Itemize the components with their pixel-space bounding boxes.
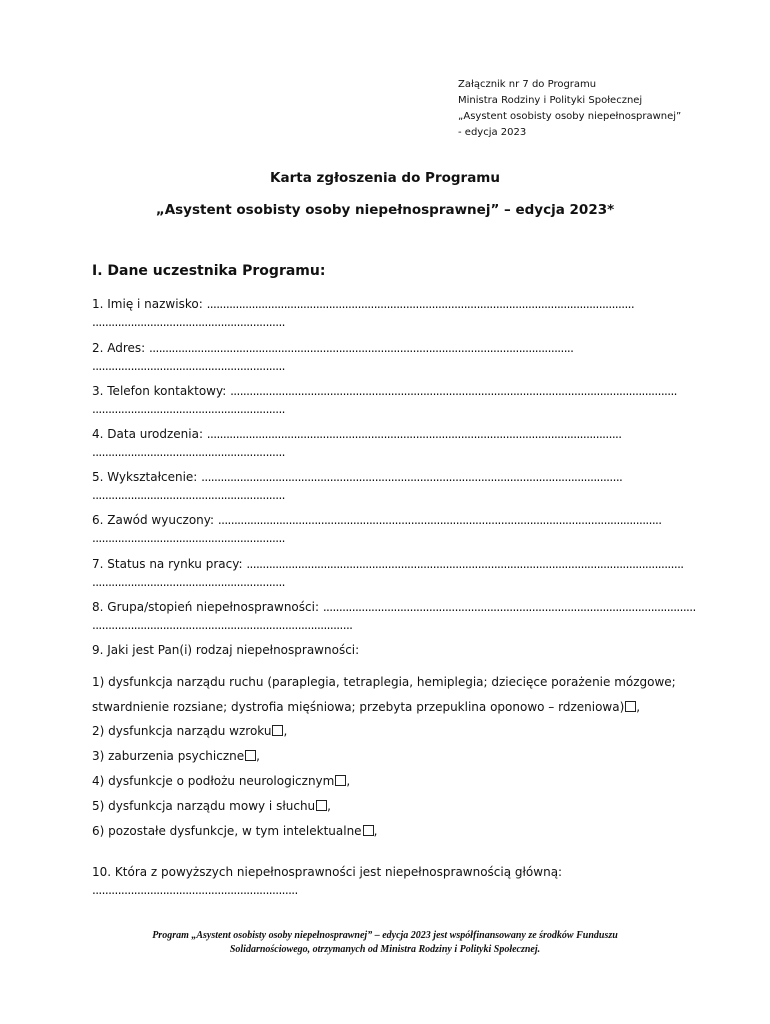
field-label: 5. Wykształcenie:	[92, 470, 202, 484]
section-heading: I. Dane uczestnika Programu:	[92, 263, 326, 279]
annex-line: Załącznik nr 7 do Programu	[458, 79, 597, 90]
document-title: Karta zgłoszenia do Programu	[270, 170, 500, 186]
question-main-disability: 10. Która z powyższych niepełnosprawności jest niepełnosprawnością główną:	[92, 865, 563, 879]
field-label: 3. Telefon kontaktowy:	[92, 384, 231, 398]
option-neurological[interactable]	[92, 774, 350, 788]
fill-dots: ............................................................	[92, 488, 285, 502]
fill-dots: ............................................................	[92, 402, 285, 416]
checkbox[interactable]	[245, 750, 256, 761]
fill-dots: .................................................................................	[92, 618, 353, 632]
option-label: stwardnienie rozsiane; dystrofia mięśniowa; przebyta przepuklina oponowo – rdzeniowa)	[92, 700, 625, 714]
option-label: 2) dysfunkcja narządu wzroku	[92, 724, 272, 738]
fill-dots: ...................................................................................................................................	[201, 470, 623, 484]
annex-note	[458, 77, 681, 141]
separator: ,	[327, 799, 331, 813]
field-phone[interactable]	[92, 384, 677, 398]
footer-line: Solidarnościowego, otrzymanych od Ministra Rodziny i Polityki Społecznej.	[229, 944, 541, 955]
footer-line: Program „Asystent osobisty osoby niepełnosprawnej” – edycja 2023 jest współfinansowany ze środków Funduszu	[152, 930, 618, 941]
option-label: 6) pozostałe dysfunkcje, w tym intelektualne	[92, 824, 362, 838]
annex-line: „Asystent osobisty osoby niepełnosprawnej”	[458, 111, 682, 122]
option-label: 4) dysfunkcje o podłożu neurologicznym	[92, 774, 335, 788]
field-education[interactable]	[92, 470, 622, 484]
funding-footer	[0, 929, 770, 957]
field-disability-degree[interactable]	[92, 600, 696, 614]
field-label: 7. Status na rynku pracy:	[92, 557, 247, 571]
question-disability-type: 9. Jaki jest Pan(i) rodzaj niepełnosprawności:	[92, 643, 360, 657]
field-address[interactable]	[92, 341, 573, 355]
option-speech-hearing[interactable]	[92, 799, 331, 813]
fill-dots: ........................................................................................................................................	[246, 557, 684, 571]
document-subtitle: „Asystent osobisty osoby niepełnosprawnej” – edycja 2023*	[155, 202, 615, 218]
checkbox[interactable]	[272, 725, 283, 736]
field-label: 8. Grupa/stopień niepełnosprawności:	[92, 600, 323, 614]
fill-dots: .................................................................................................................................	[206, 427, 622, 441]
checkbox[interactable]	[625, 701, 636, 712]
fill-dots: ...........................................................................................................................................	[230, 384, 677, 398]
option-other-intellectual[interactable]	[92, 824, 377, 838]
field-profession[interactable]	[92, 513, 662, 527]
fill-dots: ....................................................................................................................................	[149, 341, 574, 355]
option-vision-dysfunction[interactable]	[92, 724, 287, 738]
separator: ,	[636, 700, 641, 714]
fill-dots: .....................................................................................................................................	[206, 297, 635, 311]
field-label: 2. Adres:	[92, 341, 150, 355]
field-name[interactable]	[92, 297, 634, 311]
separator: ,	[346, 774, 351, 788]
field-label: 1. Imię i nazwisko:	[92, 297, 207, 311]
fill-dots[interactable]: ................................................................	[92, 883, 298, 897]
checkbox[interactable]	[363, 825, 374, 836]
fill-dots: ............................................................	[92, 575, 285, 589]
separator: ,	[373, 824, 378, 838]
field-label: 6. Zawód wyuczony:	[92, 513, 218, 527]
fill-dots: ............................................................	[92, 315, 285, 329]
annex-line: - edycja 2023	[458, 127, 527, 138]
separator: ,	[256, 749, 260, 763]
option-text: 1) dysfunkcja narządu ruchu (paraplegia, tetraplegia, hemiplegia; dziecięce porażenie mózgowe;	[92, 675, 676, 689]
annex-line: Ministra Rodziny i Polityki Społecznej	[458, 95, 643, 106]
separator: ,	[283, 724, 288, 738]
fill-dots: ............................................................	[92, 531, 285, 545]
option-label: 3) zaburzenia psychiczne	[92, 749, 245, 763]
option-motor-dysfunction[interactable]	[92, 700, 640, 714]
option-label: 5) dysfunkcja narządu mowy i słuchu	[92, 799, 316, 813]
fill-dots: ............................................................	[92, 445, 285, 459]
field-label: 4. Data urodzenia:	[92, 427, 207, 441]
checkbox[interactable]	[335, 775, 346, 786]
option-mental-disorders[interactable]	[92, 749, 260, 763]
checkbox[interactable]	[316, 800, 327, 811]
fill-dots: ............................................................	[92, 359, 285, 373]
fill-dots: ....................................................................................................................	[322, 600, 696, 614]
field-employment-status[interactable]	[92, 557, 684, 571]
fill-dots: ..........................................................................................................................................	[217, 513, 662, 527]
field-birth-date[interactable]	[92, 427, 621, 441]
